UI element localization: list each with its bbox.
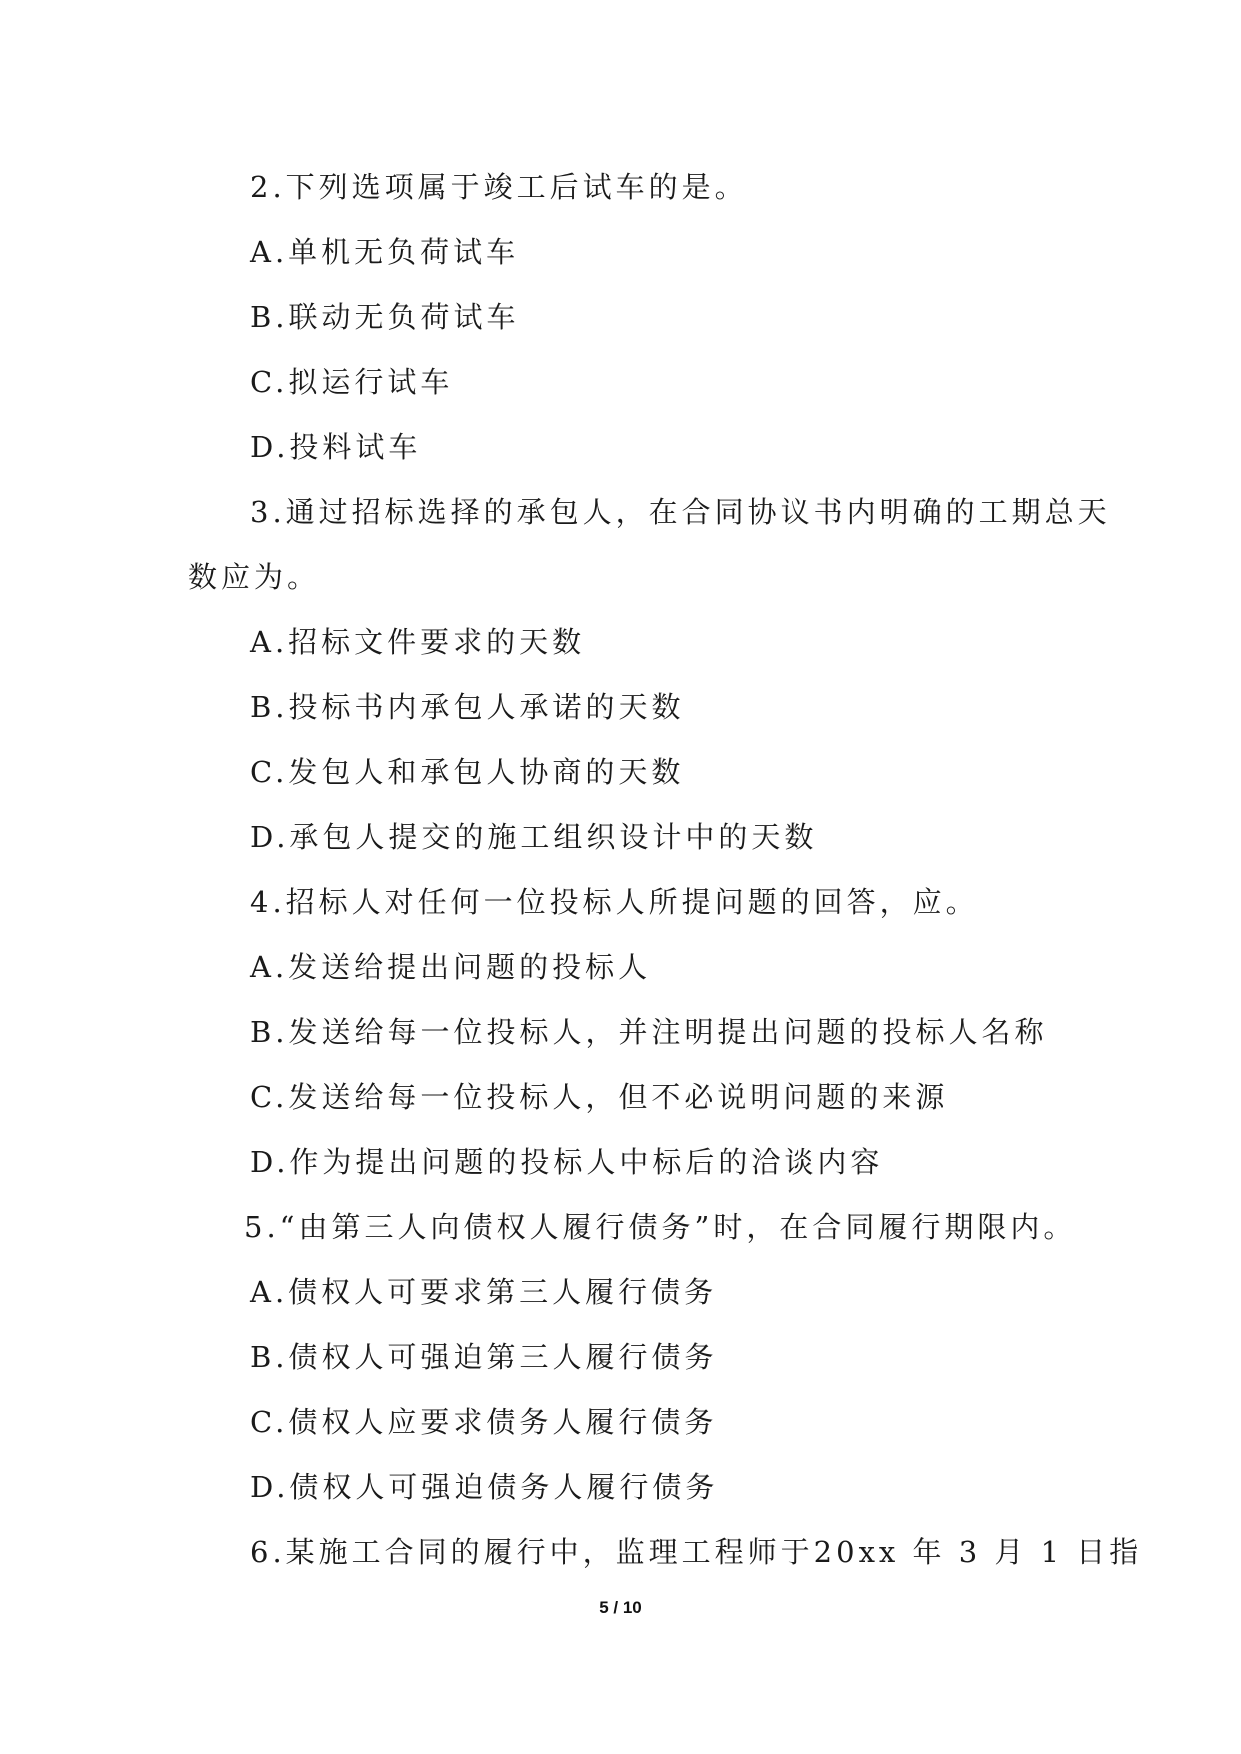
option-2b: B.联动无负荷试车 [250, 300, 520, 334]
page-number: 5 / 10 [599, 1598, 642, 1617]
question-5: 5.“由第三人向债权人履行债务”时，在合同履行期限内。 [244, 1210, 1077, 1244]
option-4d: D.作为提出问题的投标人中标后的洽谈内容 [250, 1145, 884, 1179]
option-3c: C.发包人和承包人协商的天数 [250, 755, 685, 789]
option-5a: A.债权人可要求第三人履行债务 [250, 1275, 718, 1309]
option-4c: C.发送给每一位投标人，但不必说明问题的来源 [250, 1080, 949, 1114]
option-5d: D.债权人可强迫债务人履行债务 [250, 1470, 719, 1504]
option-2a: A.单机无负荷试车 [250, 235, 520, 269]
question-3-continued: 数应为。 [188, 560, 321, 594]
question-6: 6.某施工合同的履行中，监理工程师于20xx 年 3 月 1 日指 [250, 1535, 1143, 1569]
option-5b: B.债权人可强迫第三人履行债务 [250, 1340, 718, 1374]
option-4a: A.发送给提出问题的投标人 [250, 950, 652, 984]
option-2d: D.投料试车 [250, 430, 422, 464]
question-3: 3.通过招标选择的承包人，在合同协议书内明确的工期总天 [250, 495, 1111, 529]
page-content [0, 155, 1241, 1585]
option-3b: B.投标书内承包人承诺的天数 [250, 690, 685, 724]
option-3d: D.承包人提交的施工组织设计中的天数 [250, 820, 818, 854]
question-2: 2.下列选项属于竣工后试车的是。 [250, 170, 748, 204]
option-4b: B.发送给每一位投标人，并注明提出问题的投标人名称 [250, 1015, 1048, 1049]
option-5c: C.债权人应要求债务人履行债务 [250, 1405, 718, 1439]
option-3a: A.招标文件要求的天数 [250, 625, 586, 659]
question-4: 4.招标人对任何一位投标人所提问题的回答，应。 [250, 885, 979, 919]
option-2c: C.拟运行试车 [250, 365, 454, 399]
